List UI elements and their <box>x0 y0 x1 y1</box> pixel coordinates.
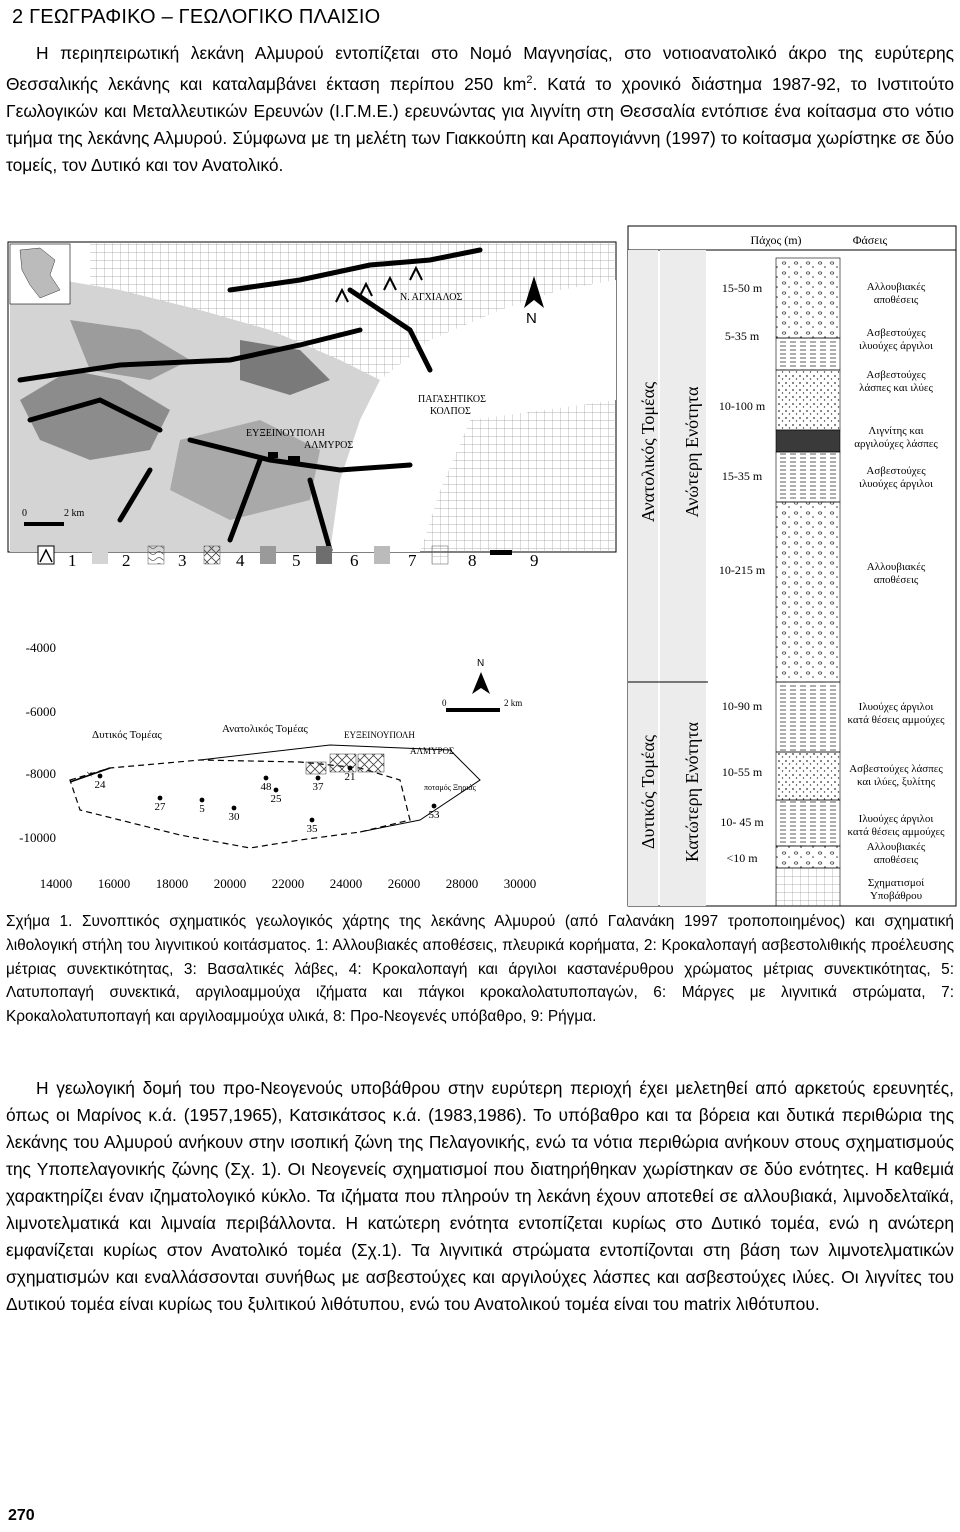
facies-label: αποθέσεις <box>873 854 919 866</box>
header-facies: Φάσεις <box>852 233 888 247</box>
scale-zero: 0 <box>22 508 27 519</box>
x-tick-label: 20000 <box>213 876 247 891</box>
legend-symbol-6 <box>316 546 332 564</box>
well-label: 35 <box>306 823 318 835</box>
well-point <box>348 766 353 771</box>
facies-label: Ιλυούχες άργιλοι <box>858 701 934 713</box>
facies-label: αργιλούχες λάσπες <box>854 438 938 450</box>
facies-label: Ασβεστούχες <box>866 369 926 381</box>
label-east-sector-vertical: Ανατολικός Τομέας <box>638 381 658 523</box>
facies-label: Αλλουβιακές <box>866 281 926 293</box>
facies-label: Λιγνίτης και <box>868 425 924 437</box>
label-evxinoupoli-2: ΕΥΞΕΙΝΟΥΠΟΛΗ <box>344 730 415 740</box>
label-xirias-river: ποταμός Ξηριάς <box>424 783 476 792</box>
well-point <box>274 788 279 793</box>
well-label: 53 <box>428 809 440 821</box>
well-label: 21 <box>344 771 356 783</box>
label-agchialos: Ν. ΑΓΧΙΑΛΟΣ <box>400 292 463 303</box>
label-west-sector-vertical: Δυτικός Τομέας <box>638 734 658 850</box>
strata-bar <box>776 258 840 906</box>
section-heading: 2 ΓΕΩΓΡΑΦΙΚΟ – ΓΕΩΛΟΓΙΚΟ ΠΛΑΙΣΙΟ <box>12 6 381 28</box>
legend-symbol-7 <box>374 546 390 564</box>
well-point <box>432 804 437 809</box>
well-label: 37 <box>312 781 324 793</box>
intro-text-b: . Κατά το χρονικό διάστημα 1987-92, το Ινστιτούτο Γεωλογικών και Μεταλλευτικών Ερευνών (Ι.Γ.Μ.Ε.) ερευνώντας για λιγνίτη στη Θεσσαλία εντόπισε ένα κοίτασμα στο νότιο τμήμα της λεκάνης Αλμυρού. Σύμφωνα με τη μελέτη των Γιακκούπη και Αραπογιάννη (1997) το κοίτασμα χωρίστηκε σε δύο τομείς, τον Δυτικό και τον Ανατολικό. <box>6 73 955 175</box>
thickness-label: 10-55 m <box>721 765 763 779</box>
x-tick-label: 30000 <box>503 876 537 891</box>
intro-paragraph <box>6 40 954 179</box>
label-upper-unit: Ανώτερη Ενότητα <box>682 386 702 518</box>
label-almyros: ΑΛΜΥΡΟΣ <box>304 440 354 451</box>
lignite-block-2 <box>358 754 384 772</box>
legend-symbol-5 <box>260 546 276 564</box>
well-point <box>200 798 205 803</box>
lignite-block-3 <box>306 762 326 774</box>
well-label: 24 <box>94 779 106 791</box>
west-sector-outline <box>70 760 410 848</box>
legend-symbol-9 <box>490 550 512 555</box>
facies-label: Αλλουβιακές <box>866 561 926 573</box>
well-point <box>310 818 315 823</box>
legend-number-4: 4 <box>236 551 245 570</box>
thickness-label: 10-215 m <box>718 563 766 577</box>
legend-number-2: 2 <box>122 551 131 570</box>
label-gulf-line2: ΚΟΛΠΟΣ <box>430 406 471 417</box>
well-label: 48 <box>260 781 272 793</box>
drill-scale-two-km: 2 km <box>504 698 523 708</box>
body-text: Η γεωλογική δομή του προ-Νεογενούς υποβάθρου στην ευρύτερη περιοχή έχει μελετηθεί από αρκετούς ερευνητές, όπως οι Μαρίνος κ.ά. (1957,1965), Κατσικάτσος κ.ά. (1983,1986). Το υπόβαθρο και τα βόρεια και δυτικά περιθώρια της λεκάνης του Αλμυρού ανήκουν στην ισοπική ζώνη της Πελαγονικής, ενώ τα νότια περιθώρια ανήκουν στους σχηματισμούς της Υποπελαγονικής ζώνης (Σχ. 1). Οι Νεογενείς σχηματισμοί που διατηρήθηκαν χωρίστηκαν σε δύο ενότητες. Η καθεμιά χαρακτηρίζει έναν ιζηματολογικό κύκλο. Τα ιζήματα που πληρούν τη λεκάνη έχουν αποτεθεί σε αλλουβιακά, λιμνοδελταϊκά, λιμνοτελματικά και λιμναία περιβάλλοντα. Η κατώτερη ενότητα εντοπίζεται κυρίως στο Δυτικό τομέα, ενώ η ανώτερη εμφανίζεται κυρίως στον Ανατολικό τομέα (Σχ.1). Τα λιγνιτικά στρώματα εντοπίζονται στη βάση των λιμνοτελματικών σχηματισμών και εναλλάσσονται συνήθως με ασβεστούχες και αργιλούχες λάσπες και ασβεστούχες ιλύες. Οι λιγνίτες του Δυτικού τομέα είναι κυρίως του ξυλιτικού λιθότυπου, ενώ του Ανατολικού τομέα είναι του matrix λιθότυπου. <box>6 1078 954 1314</box>
facies-label: ιλυούχες άργιλοι <box>859 478 933 490</box>
facies-label: λάσπες και ιλύες <box>859 382 933 394</box>
legend-number-7: 7 <box>408 551 417 570</box>
figure-caption: Σχήμα 1. Συνοπτικός σχηματικός γεωλογικός χάρτης της λεκάνης Αλμυρού (από Γαλανάκη 1997 τροποποιημένος) και σχηματική λιθολογική στήλη του λιγνιτικού κοιτάσματος. 1: Αλλουβιακές αποθέσεις, πλευρικά κορήματα, 2: Κροκαλοπαγή ασβεστολιθικής προέλευσης μέτριας συνεκτικότητας, 3: Βασαλτικές λάβες, 4: Κροκαλοπαγή και άργιλοι καστανέρυθρου χρώματος μέτριας συνεκτικότητας, 5: Λατυποπαγή συνεκτικά, αργιλοαμμούχα ιζήματα και πάγκοι κροκαλολατυποπαγών, 6: Μάργες με λιγνιτικά στρώματα, 7: Κροκαλολατυποπαγή και αργιλοαμμούχα υλικά, 8: Προ-Νεογενές υπόβαθρο, 9: Ρήγμα. <box>6 913 954 1026</box>
thickness-label: 15-35 m <box>721 469 763 483</box>
intro-text-a: Η περιηπειρωτική λεκάνη Αλμυρού εντοπίζεται στο Νομό Μαγνησίας, στο νοτιοανατολικό άκρο της ευρύτερης Θεσσαλικής λεκάνης και καταλαμβάνει έκταση περίπου 250 km <box>6 43 954 94</box>
facies-label: Αλλουβιακές <box>866 841 926 853</box>
drillhole-map <box>19 640 536 891</box>
x-tick-label: 28000 <box>445 876 479 891</box>
thickness-label: 10-100 m <box>718 399 766 413</box>
label-east-sector: Ανατολικός Τομέας <box>222 723 308 735</box>
y-tick-label: -8000 <box>25 766 56 781</box>
legend-number-5: 5 <box>292 551 301 570</box>
label-almyros-2: ΑΛΜΥΡΟΣ <box>410 746 455 756</box>
facies-label: Ιλυούχες άργιλοι <box>858 813 934 825</box>
x-tick-label: 14000 <box>39 876 73 891</box>
north-label: N <box>526 310 537 327</box>
legend-symbol-2 <box>92 546 108 564</box>
town-marker-2 <box>288 456 300 462</box>
geological-map <box>8 242 616 552</box>
facies-label: Ασβεστούχες <box>866 465 926 477</box>
x-tick-label: 24000 <box>329 876 363 891</box>
well-label: 5 <box>199 803 205 815</box>
legend-number-3: 3 <box>178 551 187 570</box>
scale-two-km: 2 km <box>64 508 85 519</box>
label-lower-unit: Κατώτερη Ενότητα <box>682 722 702 862</box>
label-gulf-line1: ΠΑΓΑΣΗΤΙΚΟΣ <box>418 394 486 405</box>
thickness-label: 5-35 m <box>724 329 760 343</box>
thickness-label: <10 m <box>726 851 758 865</box>
intro-superscript: 2 <box>526 74 533 86</box>
x-tick-label: 22000 <box>271 876 305 891</box>
figure-svg <box>0 220 960 910</box>
x-tick-label: 26000 <box>387 876 421 891</box>
x-tick-label: 16000 <box>97 876 131 891</box>
well-point <box>158 796 163 801</box>
litho-column <box>628 226 956 906</box>
drill-scale-zero: 0 <box>442 698 447 708</box>
thickness-label: 15-50 m <box>721 281 763 295</box>
x-tick-label: 18000 <box>155 876 189 891</box>
well-point <box>264 776 269 781</box>
lignite-block-1 <box>330 754 356 772</box>
facies-label: Ασβεστούχες λάσπες <box>849 763 943 775</box>
drill-scale-bar <box>442 698 522 712</box>
facies-label: αποθέσεις <box>873 574 919 586</box>
facies-label: κατά θέσεις αμμούχες <box>847 826 945 838</box>
facies-label: Ασβεστούχες <box>866 327 926 339</box>
body-paragraph <box>6 1075 954 1318</box>
facies-label: κατά θέσεις αμμούχες <box>847 714 945 726</box>
y-tick-label: -6000 <box>25 704 56 719</box>
town-marker-1 <box>268 452 278 458</box>
label-west-sector: Δυτικός Τομέας <box>92 729 162 741</box>
facies-label: αποθέσεις <box>873 294 919 306</box>
legend-symbol-3 <box>148 546 164 564</box>
well-label: 30 <box>228 811 240 823</box>
facies-label: ιλυούχες άργιλοι <box>859 340 933 352</box>
header-thickness: Πάχος (m) <box>750 233 802 247</box>
thickness-label: 10- 45 m <box>720 815 764 829</box>
legend-number-8: 8 <box>468 551 477 570</box>
page-number: 270 <box>8 1507 35 1524</box>
legend-number-1: 1 <box>68 551 77 570</box>
label-evxinoupoli: ΕΥΞΕΙΝΟΥΠΟΛΗ <box>246 428 325 439</box>
north-arrow-2-icon <box>472 658 490 694</box>
facies-label: και ιλύες, ξυλίτης <box>856 776 936 788</box>
north-label-2: N <box>477 658 485 669</box>
fault-symbol: × <box>86 767 93 781</box>
well-label: 27 <box>154 801 166 813</box>
well-point <box>316 776 321 781</box>
y-tick-label: -4000 <box>25 640 56 655</box>
legend-number-9: 9 <box>530 551 539 570</box>
legend-number-6: 6 <box>350 551 359 570</box>
facies-label: Υποβάθρου <box>869 890 923 902</box>
facies-label: Σχηματισμοί <box>867 877 925 889</box>
well-point <box>232 806 237 811</box>
well-label: 25 <box>270 793 282 805</box>
figure-1 <box>0 220 960 910</box>
well-point <box>98 774 103 779</box>
legend-symbol-4 <box>204 546 220 564</box>
thickness-label: 10-90 m <box>721 699 763 713</box>
y-tick-label: -10000 <box>19 830 56 845</box>
legend-symbol-8 <box>432 546 448 564</box>
